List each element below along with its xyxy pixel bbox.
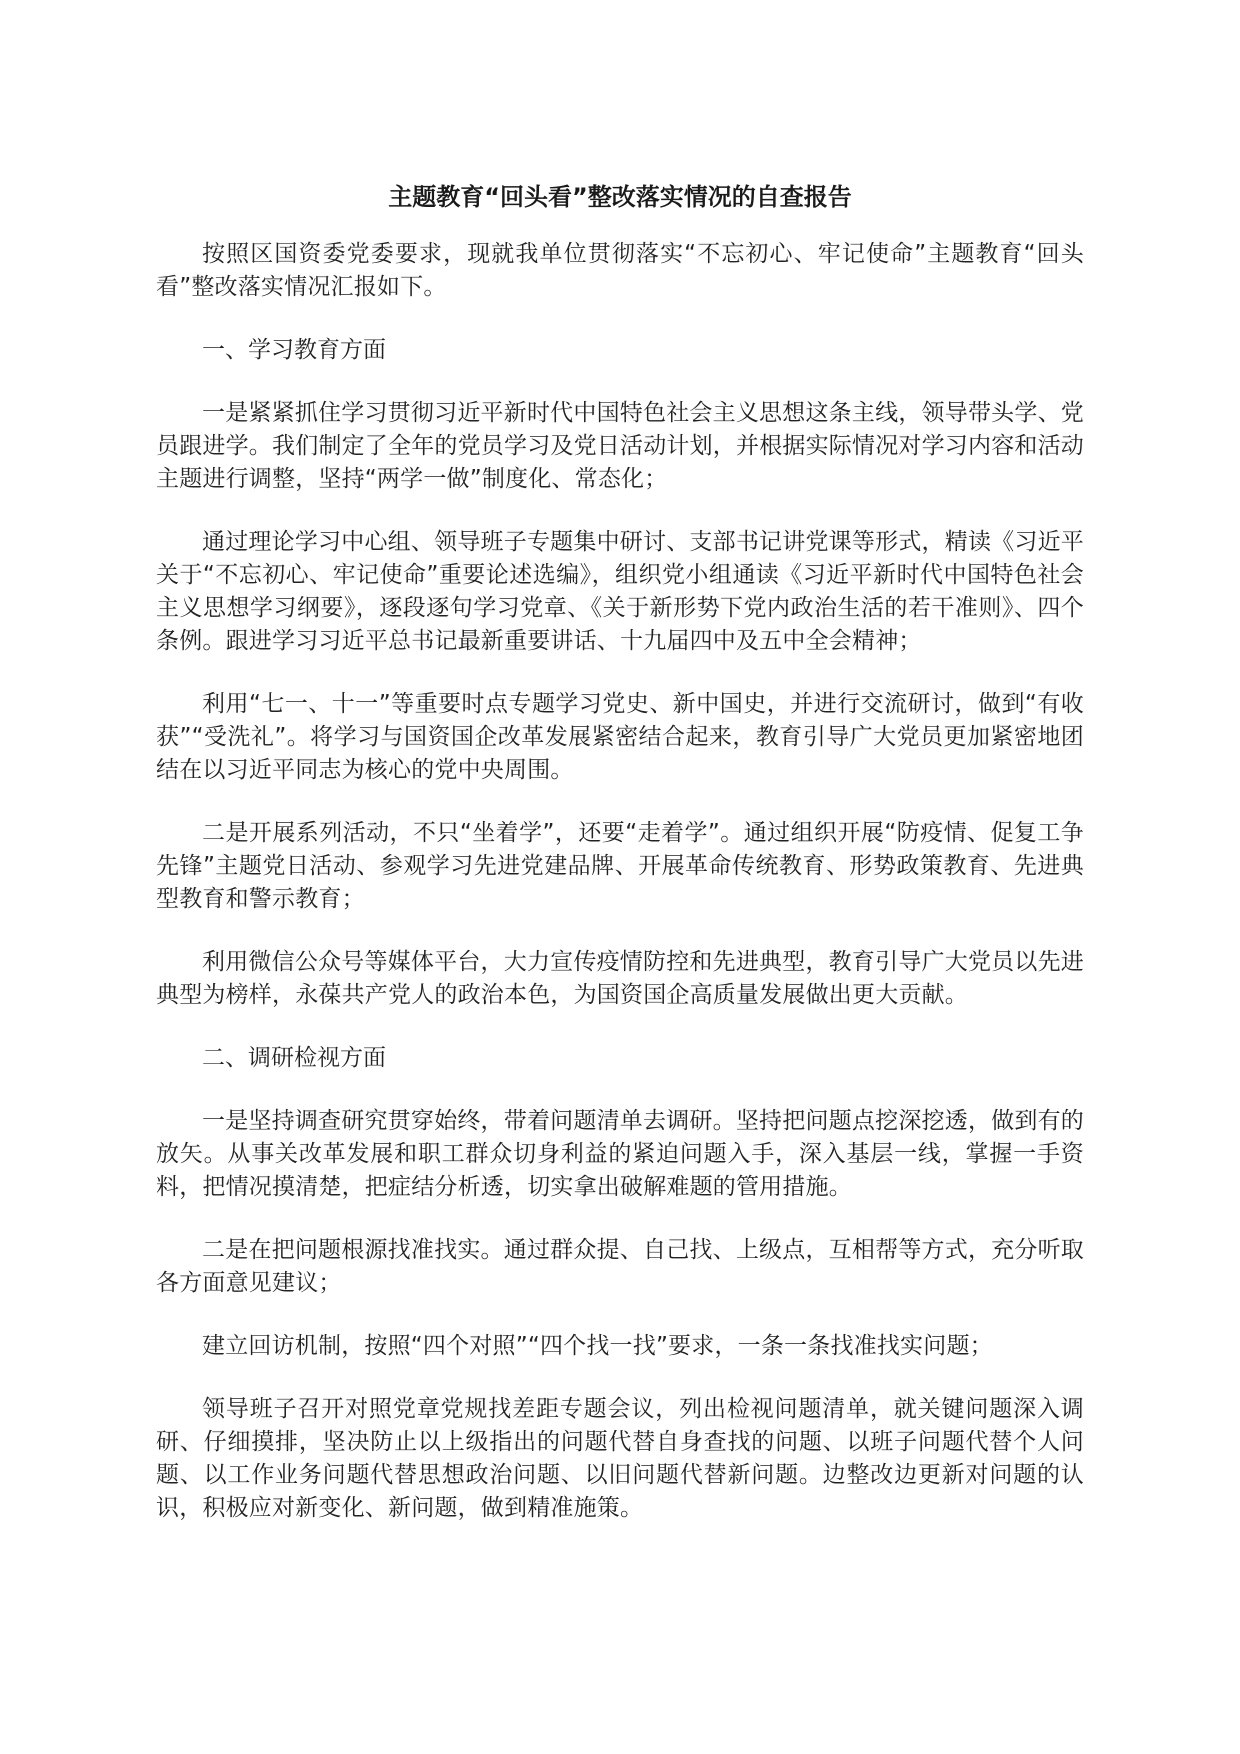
body-paragraph: 领导班子召开对照党章党规找差距专题会议，列出检视问题清单，就关键问题深入调研、仔细摸排，坚决防止以上级指出的问题代替自身查找的问题、以班子问题代替个人问题、以工作业务问题代替思想政治问题、以旧问题代替新问题。边整改边更新对问题的认识，积极应对新变化、新问题，做到精准施策。 (156, 1396, 1084, 1521)
body-paragraph: 二是在把问题根源找准找实。通过群众提、自己找、上级点，互相帮等方式，充分听取各方面意见建议； (156, 1237, 1084, 1296)
body-paragraph: 一是坚持调查研究贯穿始终，带着问题清单去调研。坚持把问题点挖深挖透，做到有的放矢。从事关改革发展和职工群众切身利益的紧迫问题入手，深入基层一线，掌握一手资料，把情况摸清楚，把症结分析透，切实拿出破解难题的管用措施。 (156, 1108, 1084, 1200)
body-paragraph: 建立回访机制，按照“四个对照”“四个找一找”要求，一条一条找准找实问题； (202, 1333, 993, 1359)
body-paragraph: 利用“七一、十一”等重要时点专题学习党史、新中国史，并进行交流研讨，做到“有收获”“受洗礼”。将学习与国资国企改革发展紧密结合起来，教育引导广大党员更加紧密地团结在以习近平同志为核心的党中央周围。 (156, 691, 1084, 783)
intro-paragraph: 按照区国资委党委要求，现就我单位贯彻落实“不忘初心、牢记使命”主题教育“回头看”整改落实情况汇报如下。 (156, 241, 1084, 300)
body-paragraph: 利用微信公众号等媒体平台，大力宣传疫情防控和先进典型，教育引导广大党员以先进典型为榜样，永葆共产党人的政治本色，为国资国企高质量发展做出更大贡献。 (156, 949, 1084, 1008)
body-paragraph: 通过理论学习中心组、领导班子专题集中研讨、支部书记讲党课等形式，精读《习近平关于“不忘初心、牢记使命”重要论述选编》，组织党小组通读《习近平新时代中国特色社会主义思想学习纲要》，逐段逐句学习党章、《关于新形势下党内政治生活的若干准则》、四个条例。跟进学习习近平总书记最新重要讲话、十九届四中及五中全会精神； (156, 529, 1084, 654)
section-heading-research-review: 二、调研检视方面 (202, 1045, 386, 1071)
section-heading-study-education: 一、学习教育方面 (202, 337, 386, 363)
body-paragraph: 二是开展系列活动，不只“坐着学”，还要“走着学”。通过组织开展“防疫情、促复工争先锋”主题党日活动、参观学习先进党建品牌、开展革命传统教育、形势政策教育、先进典型教育和警示教育； (156, 820, 1084, 912)
document-title: 主题教育“回头看”整改落实情况的自查报告 (388, 183, 852, 211)
body-paragraph: 一是紧紧抓住学习贯彻习近平新时代中国特色社会主义思想这条主线，领导带头学、党员跟进学。我们制定了全年的党员学习及党日活动计划，并根据实际情况对学习内容和活动主题进行调整，坚持“两学一做”制度化、常态化； (156, 400, 1084, 492)
